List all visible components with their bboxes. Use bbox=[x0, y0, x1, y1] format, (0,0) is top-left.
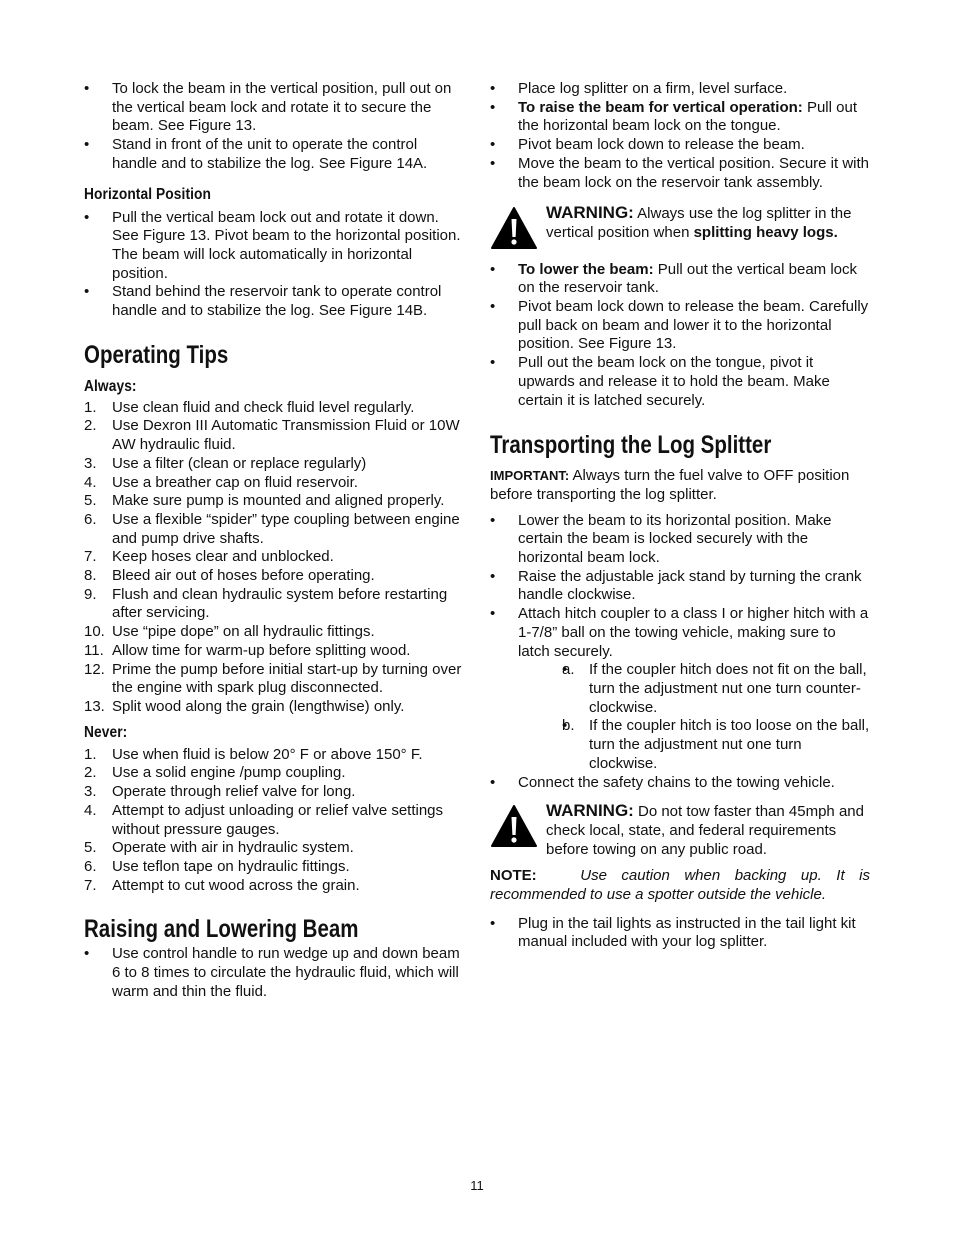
warning-label: WARNING: bbox=[546, 801, 634, 821]
warning-towing-speed bbox=[490, 802, 870, 859]
warning-bold-text: splitting heavy logs. bbox=[693, 223, 838, 241]
horizontal-position-heading: Horizontal Position bbox=[84, 185, 212, 203]
list-item: 2. Use Dexron III Automatic Transmission Fluid or 10W AW hydraulic fluid. bbox=[84, 417, 460, 454]
list-item: • Pivot beam lock down to release the beam. bbox=[490, 136, 870, 155]
list-item: • Stand behind the reservoir tank to operate control handle and to stabilize the log. See Figure 14B. bbox=[84, 283, 462, 320]
list-item: 5. Make sure pump is mounted and aligned properly. bbox=[84, 492, 445, 510]
sub-list-item: • b. If the coupler hitch is too loose on the ball, turn the adjustment nut one turn clockwise. bbox=[562, 717, 870, 773]
list-item: • Use control handle to run wedge up and down beam 6 to 8 times to circulate the hydraulic fluid, which will warm and thin the fluid. bbox=[84, 945, 462, 1001]
list-item: • Lower the beam to its horizontal position. Make certain the beam is locked securely with the horizontal beam lock. bbox=[490, 512, 870, 568]
horizontal-bullet-list bbox=[84, 209, 462, 321]
list-item: • Connect the safety chains to the towing vehicle. bbox=[490, 774, 870, 793]
list-item: • Pull the vertical beam lock out and rotate it down. See Figure 13. Pivot beam to the horizontal position. The beam will lock automatically in horizontal position. bbox=[84, 209, 462, 284]
warning-icon bbox=[490, 206, 538, 250]
lower-beam-list bbox=[490, 261, 870, 411]
list-item: 3. Use a filter (clean or replace regularly) bbox=[84, 454, 367, 472]
list-item: 6. Use teflon tape on hydraulic fittings. bbox=[84, 857, 350, 875]
list-item: • Stand in front of the unit to operate the control handle and to stabilize the log. See Figure 14A. bbox=[84, 136, 462, 173]
warning-vertical-heavy-logs bbox=[490, 204, 870, 242]
intro-bullet-list bbox=[84, 80, 462, 174]
list-item: 10. Use “pipe dope” on all hydraulic fittings. bbox=[84, 623, 375, 641]
never-list bbox=[84, 746, 462, 896]
warning-label: WARNING: bbox=[546, 203, 634, 223]
operating-tips-title: Operating Tips bbox=[84, 340, 229, 369]
list-item: • Raise the adjustable jack stand by turning the crank handle clockwise. bbox=[490, 568, 870, 605]
warning-text: Do not tow faster than 45mph and check local, state, and federal requirements before towing on any public road. bbox=[546, 803, 864, 858]
list-item: 3. Operate through relief valve for long. bbox=[84, 783, 356, 801]
warning-icon bbox=[490, 804, 538, 848]
raising-bullet-list bbox=[84, 945, 462, 1001]
list-item: • Pivot beam lock down to release the beam. Carefully pull back on beam and lower it to the horizontal position. See Figure 13. bbox=[490, 298, 870, 354]
list-item: • Place log splitter on a firm, level surface. bbox=[490, 80, 870, 99]
left-column bbox=[84, 80, 462, 1001]
sub-list-item: • a. If the coupler hitch does not fit on the ball, turn the adjustment nut one turn counter-clockwise. bbox=[562, 661, 870, 717]
coupler-sub-list bbox=[562, 661, 870, 773]
list-item: 7. Attempt to cut wood across the grain. bbox=[84, 876, 360, 894]
vertical-setup-list bbox=[490, 80, 870, 192]
list-item: 2. Use a solid engine /pump coupling. bbox=[84, 764, 346, 782]
list-item: 4. Attempt to adjust unloading or relief valve settings without pressure gauges. bbox=[84, 801, 444, 838]
list-item: 12. Prime the pump before initial start-up by turning over the engine with spark plug disconnected. bbox=[84, 660, 462, 697]
list-item: • Plug in the tail lights as instructed in the tail light kit manual included with your log splitter. bbox=[490, 915, 870, 952]
list-item: 1. Use clean fluid and check fluid level regularly. bbox=[84, 398, 415, 416]
list-item: 1. Use when fluid is below 20° F or above 150° F. bbox=[84, 745, 423, 763]
list-item: • Move the beam to the vertical position. Secure it with the beam lock on the reservoir tank assembly. bbox=[490, 155, 870, 192]
always-heading: Always: bbox=[84, 377, 137, 395]
list-item: 11. Allow time for warm-up before splitting wood. bbox=[84, 641, 411, 659]
never-heading: Never: bbox=[84, 723, 128, 741]
list-item: 13. Split wood along the grain (lengthwise) only. bbox=[84, 697, 405, 715]
list-item: • To raise the beam for vertical operation: Pull out the horizontal beam lock on the tongue. bbox=[490, 99, 870, 136]
transporting-title: Transporting the Log Splitter bbox=[490, 431, 772, 460]
list-item: • Attach hitch coupler to a class I or higher hitch with a 1-7/8” ball on the towing vehicle, making sure to latch securely. • a. If the coupler hitch does not fit on the ball, turn the adjustment nut one turn counter-clockwise. • b. If the coupler hitch is too loose on the ball, turn the adjustment nut one turn clockwise. bbox=[490, 605, 870, 773]
list-item: • To lower the beam: Pull out the vertical beam lock on the reservoir tank. bbox=[490, 261, 870, 298]
list-item: 4. Use a breather cap on fluid reservoir. bbox=[84, 473, 358, 491]
warning-text: Always use the log splitter in the vertical position when bbox=[546, 205, 852, 241]
list-item: 6. Use a flexible “spider” type coupling between engine and pump drive shafts. bbox=[84, 510, 460, 547]
list-item: 7. Keep hoses clear and unblocked. bbox=[84, 548, 334, 566]
important-paragraph: IMPORTANT: Always turn the fuel valve to OFF position before transporting the log splitter. bbox=[490, 467, 850, 503]
list-item: • Pull out the beam lock on the tongue, pivot it upwards and release it to hold the beam. Make certain it is latched securely. bbox=[490, 354, 870, 410]
always-list bbox=[84, 399, 462, 717]
right-column bbox=[490, 80, 870, 952]
transport-bullet-list bbox=[490, 512, 870, 793]
list-item: 8. Bleed air out of hoses before operating. bbox=[84, 567, 375, 585]
list-item: 9. Flush and clean hydraulic system before restarting after servicing. bbox=[84, 585, 448, 622]
note-paragraph: NOTE: Use caution when backing up. It is recommended to use a spotter outside the vehicle. bbox=[490, 867, 870, 904]
list-item: 5. Operate with air in hydraulic system. bbox=[84, 839, 354, 857]
list-item: • To lock the beam in the vertical position, pull out on the vertical beam lock and rotate it to secure the beam. See Figure 13. bbox=[84, 80, 462, 136]
tail-light-list bbox=[490, 915, 870, 952]
raising-lowering-title: Raising and Lowering Beam bbox=[84, 915, 359, 944]
page-number: 11 bbox=[470, 1178, 484, 1193]
